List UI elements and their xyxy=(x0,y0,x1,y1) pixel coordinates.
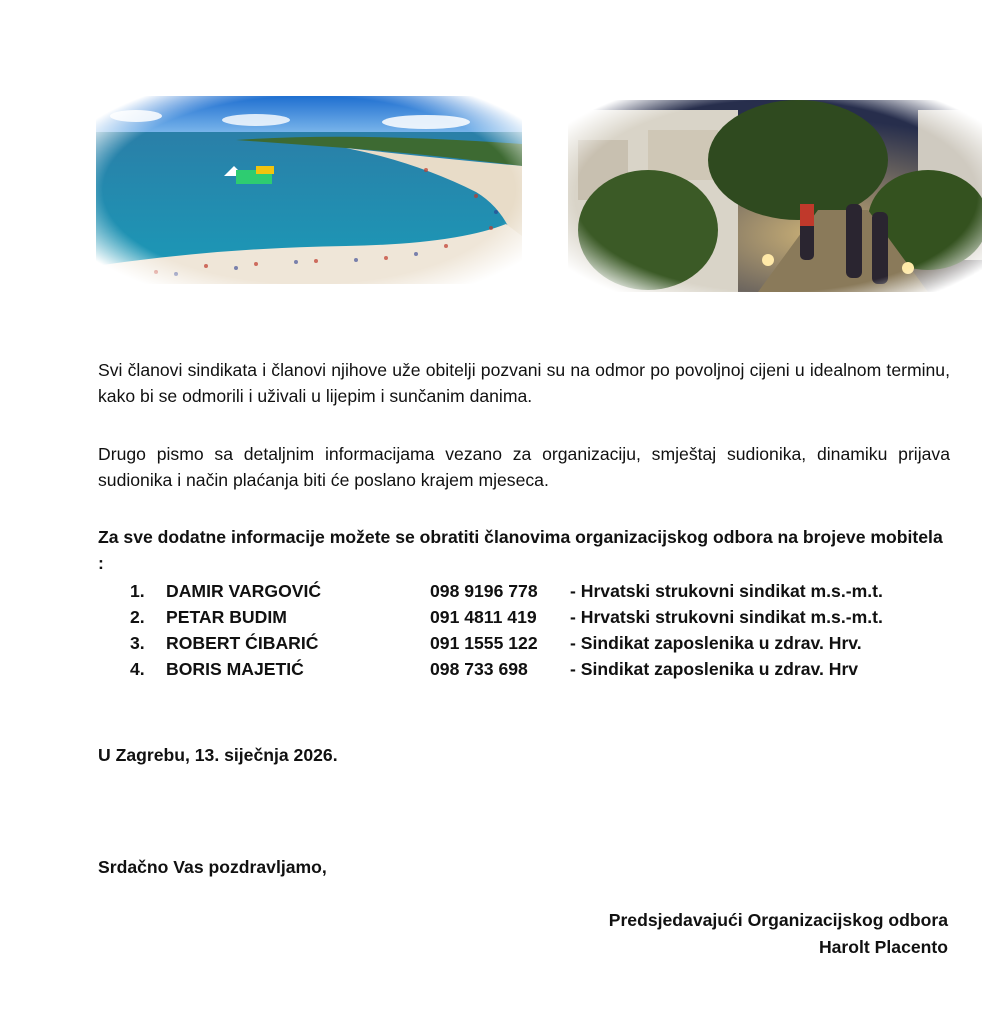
contact-organization: - Hrvatski strukovni sindikat m.s.-m.t. xyxy=(570,581,883,601)
contact-organization: - Hrvatski strukovni sindikat m.s.-m.t. xyxy=(570,607,883,627)
contact-phone: 098 733 698 xyxy=(430,659,528,679)
beach-photo-illustration xyxy=(96,96,522,284)
contact-number: 4. xyxy=(130,659,145,679)
beach-photo xyxy=(96,96,522,284)
contact-name: BORIS MAJETIĆ xyxy=(166,659,304,679)
signature-role: Predsjedavajući Organizacijskog odbora xyxy=(608,910,948,930)
contact-row xyxy=(130,630,950,656)
contact-phone: 091 1555 122 xyxy=(430,633,538,653)
contact-intro-paragraph: Za sve dodatne informacije možete se obratiti članovima organizacijskog odbora na brojeve mobitela : xyxy=(98,527,943,573)
info-paragraph: Drugo pismo sa detaljnim informacijama vezano za organizaciju, smještaj sudionika, dinamiku prijava sudionika i način plaćanja biti će poslano krajem mjeseca. xyxy=(98,444,950,490)
contact-row xyxy=(130,604,950,630)
contact-number: 2. xyxy=(130,607,145,627)
invite-paragraph: Svi članovi sindikata i članovi njihove uže obitelji pozvani su na odmor po povoljnoj cijeni u idealnom terminu, kako bi se odmorili i uživali u lijepim i sunčanim danima. xyxy=(98,360,950,406)
contact-name: DAMIR VARGOVIĆ xyxy=(166,581,322,601)
greeting: Srdačno Vas pozdravljamo, xyxy=(98,857,327,877)
contact-row xyxy=(130,656,950,682)
contact-row xyxy=(130,578,950,604)
contact-list xyxy=(130,578,950,682)
contact-name: ROBERT ĆIBARIĆ xyxy=(166,633,319,653)
contact-number: 3. xyxy=(130,633,145,653)
contact-number: 1. xyxy=(130,581,145,601)
contact-phone: 091 4811 419 xyxy=(430,607,537,627)
signature-name: Harolt Placento xyxy=(818,937,948,957)
night-street-illustration xyxy=(568,100,982,292)
contact-organization: - Sindikat zaposlenika u zdrav. Hrv. xyxy=(570,633,862,653)
contact-name: PETAR BUDIM xyxy=(166,607,287,627)
date-line: U Zagrebu, 13. siječnja 2026. xyxy=(98,745,338,765)
contact-phone: 098 9196 778 xyxy=(430,581,538,601)
night-street-photo xyxy=(568,100,982,292)
contact-organization: - Sindikat zaposlenika u zdrav. Hrv xyxy=(570,659,859,679)
